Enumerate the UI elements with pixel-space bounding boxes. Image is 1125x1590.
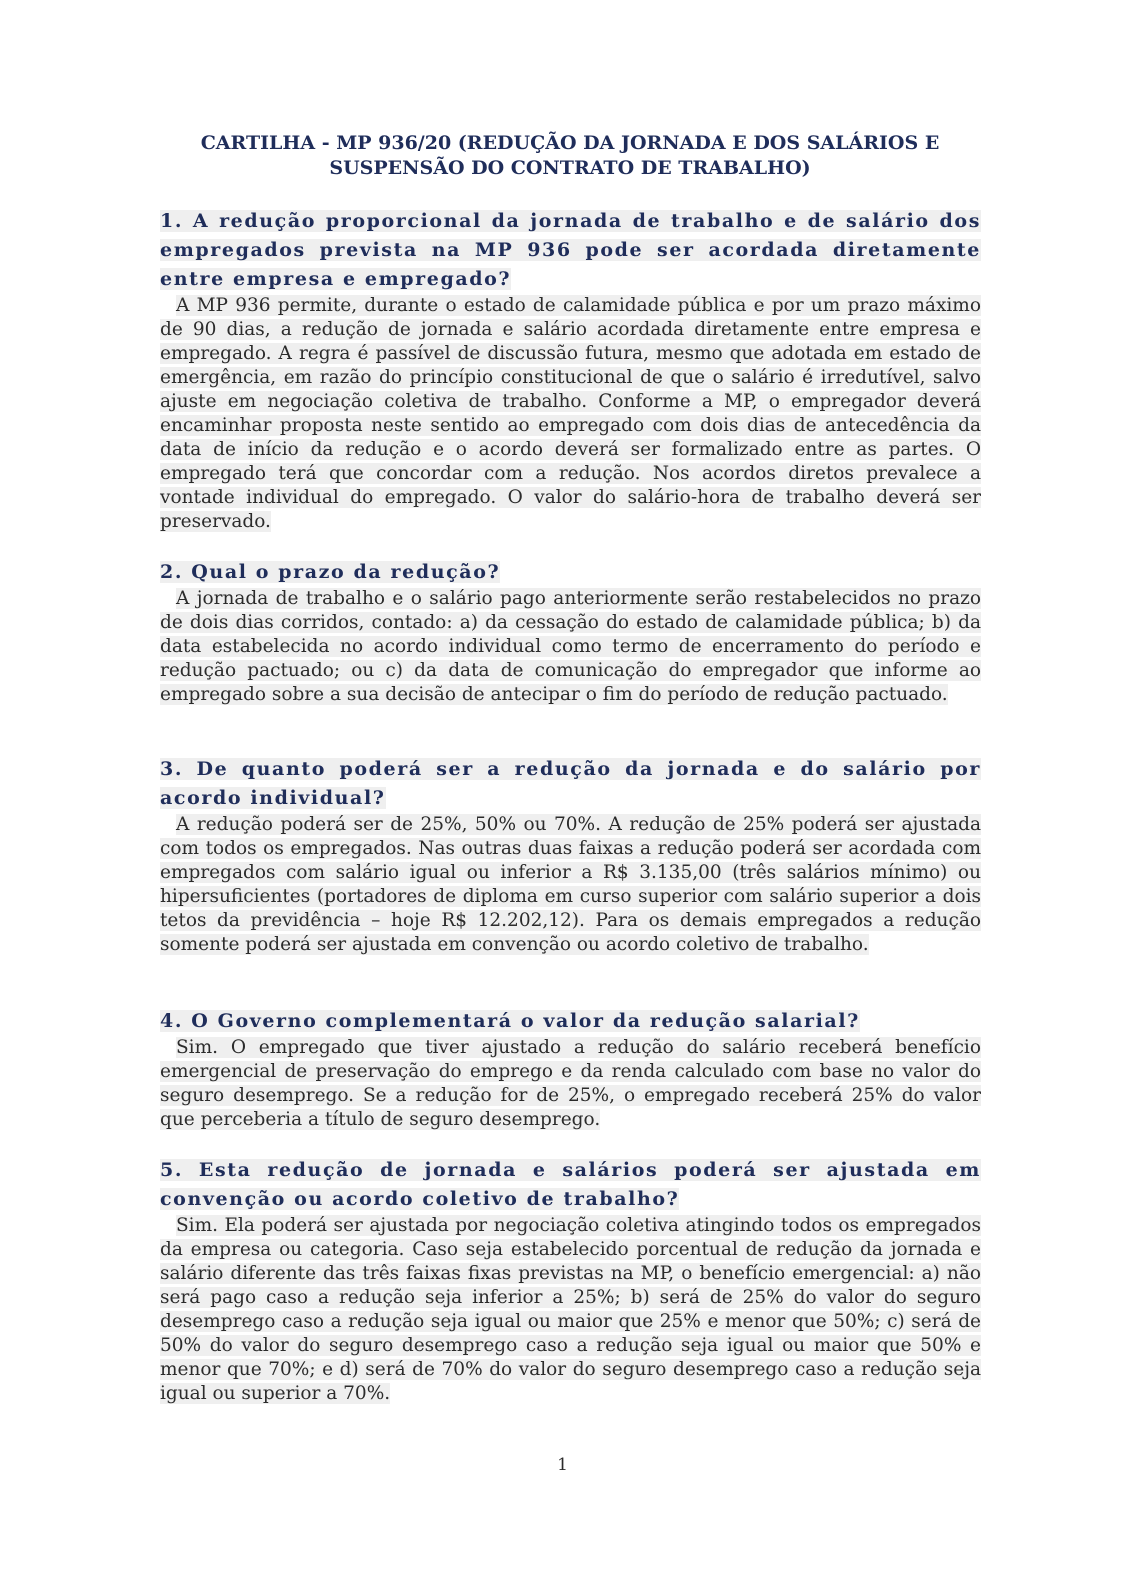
- document-title: CARTILHA - MP 936/20 (REDUÇÃO DA JORNADA E DOS SALÁRIOS E SUSPENSÃO DO CONTRATO DE TRABALHO): [200, 132, 940, 179]
- question-5: [160, 1156, 981, 1214]
- question-4: [160, 1007, 981, 1036]
- answer-1-text: A MP 936 permite, durante o estado de calamidade pública e por um prazo máximo de 90 dias, a redução de jornada e salário acordada diretamente entre empresa e empregado. A regra é passível de discussão futura, mesmo que adotada em estado de emergência, em razão do princípio constitucional de que o salário é irredutível, salvo ajuste em negociação coletiva de trabalho. Conforme a MP, o empregador deverá encaminhar proposta neste sentido ao empregado com dois dias de antecedência da data de início da redução e o acordo deverá ser formalizado entre as partes. O empregado terá que concordar com a redução. Nos acordos diretos prevalece a vontade individual do empregado. O valor do salário-hora de trabalho deverá ser preservado.: [160, 295, 981, 532]
- answer-1: [160, 294, 981, 534]
- answer-4-text: Sim. O empregado que tiver ajustado a redução do salário receberá benefício emergencial de preservação do emprego e da renda calculado com base no valor do seguro desemprego. Se a redução for de 25%, o empregado receberá 25% do valor que perceberia a título de seguro desemprego.: [160, 1037, 981, 1130]
- answer-2: [160, 587, 981, 707]
- answer-4: [160, 1036, 981, 1132]
- question-1: [160, 207, 981, 294]
- faq-section-1: [160, 207, 981, 534]
- question-1-text: 1. A redução proporcional da jornada de trabalho e de salário dos empregados prevista na MP 936 pode ser acordada diretamente entre empresa e empregado?: [160, 210, 981, 290]
- answer-3-text: A redução poderá ser de 25%, 50% ou 70%. A redução de 25% poderá ser ajustada com todos os empregados. Nas outras duas faixas a redução poderá ser acordada com empregados com salário igual ou inferior a R$ 3.135,00 (três salários mínimo) ou hipersuficientes (portadores de diploma em curso superior com salário superior a dois tetos da previdência – hoje R$ 12.202,12). Para os demais empregados a redução somente poderá ser ajustada em convenção ou acordo coletivo de trabalho.: [160, 814, 981, 955]
- question-4-text: 4. O Governo complementará o valor da redução salarial?: [160, 1010, 860, 1032]
- faq-section-4: [160, 1007, 981, 1132]
- faq-section-2: [160, 558, 981, 707]
- answer-5: [160, 1214, 981, 1406]
- question-5-text: 5. Esta redução de jornada e salários poderá ser ajustada em convenção ou acordo coletivo de trabalho?: [160, 1159, 981, 1210]
- question-2-text: 2. Qual o prazo da redução?: [160, 561, 501, 583]
- answer-2-text: A jornada de trabalho e o salário pago anteriormente serão restabelecidos no prazo de dois dias corridos, contado: a) da cessação do estado de calamidade pública; b) da data estabelecida no acordo individual como termo de encerramento do período e redução pactuado; ou c) da data de comunicação do empregador que informe ao empregado sobre a sua decisão de antecipar o fim do período de redução pactuado.: [160, 588, 981, 705]
- question-2: [160, 558, 981, 587]
- answer-5-text: Sim. Ela poderá ser ajustada por negociação coletiva atingindo todos os empregados da empresa ou categoria. Caso seja estabelecido porcentual de redução da jornada e salário diferente das três faixas fixas previstas na MP, o benefício emergencial: a) não será pago caso a redução seja inferior a 25%; b) será de 25% do valor do seguro desemprego caso a redução seja igual ou maior que 25% e menor que 50%; c) será de 50% do valor do seguro desemprego caso a redução seja igual ou maior que 50% e menor que 70%; e d) será de 70% do valor do seguro desemprego caso a redução seja igual ou superior a 70%.: [160, 1215, 981, 1404]
- answer-3: [160, 813, 981, 957]
- question-3-text: 3. De quanto poderá ser a redução da jornada e do salário por acordo individual?: [160, 758, 981, 809]
- faq-section-3: [160, 755, 981, 957]
- page-number: 1: [557, 1455, 568, 1475]
- faq-section-5: [160, 1156, 981, 1406]
- question-3: [160, 755, 981, 813]
